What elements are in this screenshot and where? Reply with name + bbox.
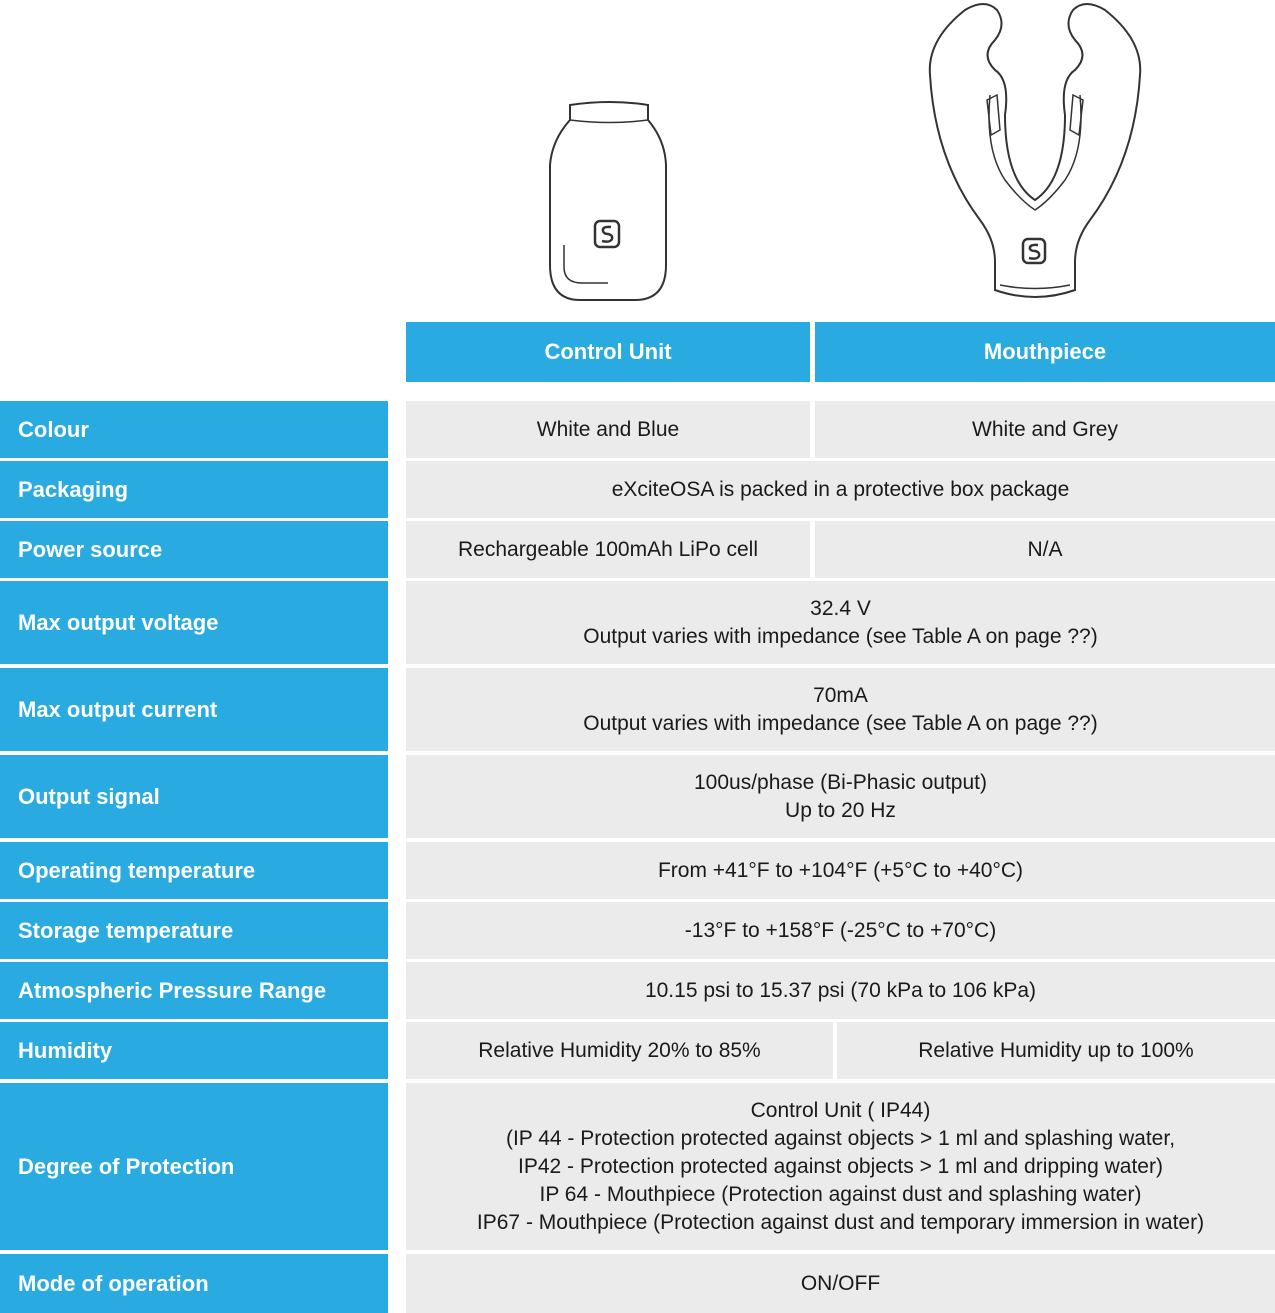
mode-value: ON/OFF	[406, 1254, 1275, 1313]
row-label-packaging: Packaging	[0, 461, 388, 518]
protection-line-2: (IP 44 - Protection protected against objects > 1 ml and splashing water,	[505, 1126, 1176, 1150]
pressure-value: 10.15 psi to 15.37 psi (70 kPa to 106 kPa)	[406, 962, 1275, 1019]
signal-line-2: Up to 20 Hz	[785, 798, 896, 822]
s-logo-icon	[595, 221, 619, 247]
power-control-unit: Rechargeable 100mAh LiPo cell	[406, 521, 810, 578]
row-label-max-output-voltage: Max output voltage	[0, 581, 388, 664]
current-line-1: 70mA	[813, 683, 868, 707]
signal-value	[406, 755, 1275, 838]
row-label-degree-of-protection: Degree of Protection	[0, 1083, 388, 1250]
voltage-value	[406, 581, 1275, 664]
operating-temperature-value: From +41°F to +104°F (+5°C to +40°C)	[406, 842, 1275, 899]
row-label-atmospheric-pressure: Atmospheric Pressure Range	[0, 962, 388, 1019]
row-label-output-signal: Output signal	[0, 755, 388, 838]
packaging-value: eXciteOSA is packed in a protective box package	[406, 461, 1275, 518]
colour-control-unit: White and Blue	[406, 401, 810, 458]
row-label-power-source: Power source	[0, 521, 388, 578]
protection-line-3: IP42 - Protection protected against objects > 1 ml and dripping water)	[518, 1154, 1163, 1178]
mouthpiece-device-icon	[925, 0, 1145, 305]
power-mouthpiece: N/A	[815, 521, 1275, 578]
storage-temperature-value: -13°F to +158°F (-25°C to +70°C)	[406, 902, 1275, 959]
row-label-max-output-current: Max output current	[0, 668, 388, 751]
row-label-operating-temperature: Operating temperature	[0, 842, 388, 899]
column-header-mouthpiece: Mouthpiece	[815, 322, 1275, 382]
current-value	[406, 668, 1275, 751]
row-label-humidity: Humidity	[0, 1022, 388, 1079]
row-label-mode-of-operation: Mode of operation	[0, 1254, 388, 1313]
humidity-mouthpiece: Relative Humidity up to 100%	[837, 1022, 1275, 1079]
protection-line-5: IP67 - Mouthpiece (Protection against dust and temporary immersion in water)	[476, 1210, 1205, 1234]
colour-mouthpiece: White and Grey	[815, 401, 1275, 458]
protection-value	[406, 1083, 1275, 1250]
row-label-storage-temperature: Storage temperature	[0, 902, 388, 959]
protection-line-1: Control Unit ( IP44)	[750, 1098, 931, 1122]
voltage-line-1: 32.4 V	[810, 596, 871, 620]
row-label-colour: Colour	[0, 401, 388, 458]
protection-line-4: IP 64 - Mouthpiece (Protection against dust and splashing water)	[539, 1182, 1142, 1206]
control-unit-device-icon	[540, 95, 680, 305]
column-header-control-unit: Control Unit	[406, 322, 810, 382]
current-line-2: Output varies with impedance (see Table A on page ??)	[583, 711, 1098, 735]
voltage-line-2: Output varies with impedance (see Table A on page ??)	[583, 624, 1098, 648]
humidity-control-unit: Relative Humidity 20% to 85%	[406, 1022, 833, 1079]
signal-line-1: 100us/phase (Bi-Phasic output)	[693, 770, 987, 794]
